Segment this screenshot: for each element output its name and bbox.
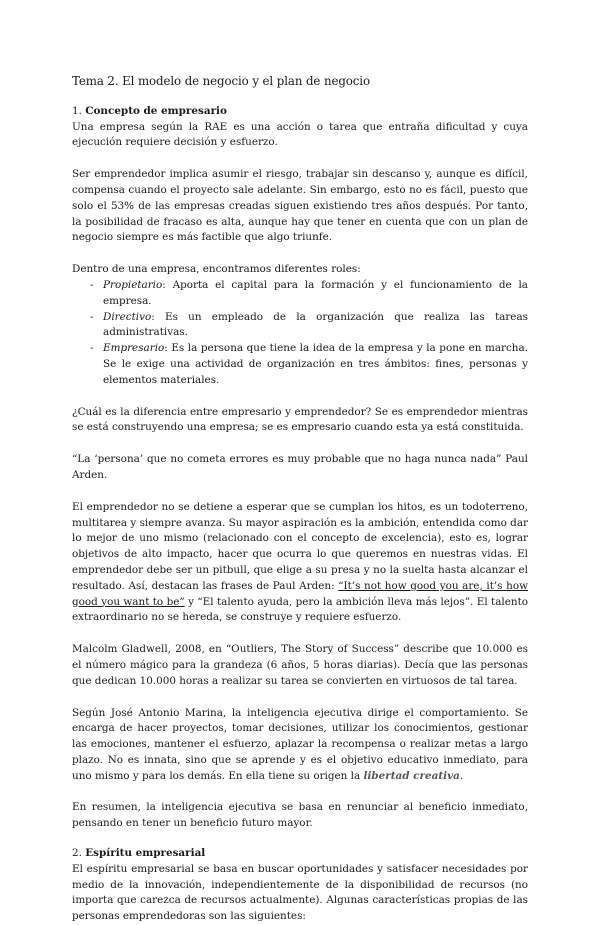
- role-desc: : Es la persona que tiene la idea de la empresa y la pone en marcha. Se le exige una actividad de organización en tres ámbitos: fines, personas y elementos materiales.: [103, 342, 528, 386]
- section-2-title: Espíritu empresarial: [85, 847, 206, 860]
- page-title: Tema 2. El modelo de negocio y el plan de negocio: [72, 74, 370, 88]
- list-item: - Propietario: Aporta el capital para la formación y el funcionamiento de la empresa.: [90, 278, 528, 307]
- roles-list: [72, 278, 528, 389]
- paragraph: En resumen, la inteligencia ejecutiva se basa en renunciar al beneficio inmediato, pensando en tener un beneficio futuro mayor.: [72, 801, 528, 830]
- list-item: - Empresario: Es la persona que tiene la idea de la empresa y la pone en marcha. Se le exige una actividad de organización en tres ámbitos: fines, personas y elementos materiales.: [90, 342, 528, 386]
- section-1-number: 1.: [72, 104, 82, 117]
- section-2-heading: [72, 846, 528, 862]
- roles-intro: Dentro de una empresa, encontramos diferentes roles:: [72, 263, 361, 276]
- underlined-quote: “It’s not how good you are, it’s how good you want to be”: [72, 579, 528, 608]
- role-desc: : Es un empleado de la organización que realiza las tareas administrativas.: [103, 310, 528, 339]
- role-desc: : Aporta el capital para la formación y el funcionamiento de la empresa.: [103, 278, 528, 307]
- paragraph: Ser emprendedor implica asumir el riesgo, trabajar sin descanso y, aunque es difícil, compensa cuando el proyecto sale adelante. Sin embargo, esto no es fácil, puesto que solo el 53% de las empresas creadas siguen existiendo tres años después. Por tanto, la posibilidad de fracaso es alta, aunque hay que tener en cuenta que con un plan de negocio siempre es más factible que algo triunfe.: [72, 168, 528, 244]
- section-1-title: Concepto de empresario: [85, 104, 227, 117]
- paragraph: Según José Antonio Marina, la inteligencia ejecutiva dirige el comportamiento. Se encarga de hacer proyectos, tomar decisiones, utilizar los conocimientos, gestionar las emociones, mantener el esfuerzo, aplazar la recompensa o realizar metas a largo plazo. No es innata, sino que se aprende y es el objetivo educativo inmediato, para uno mismo y para los demás. En ella tiene su origen la libertad creativa.: [72, 706, 528, 782]
- emphasis-text: libertad creativa: [363, 769, 460, 782]
- role-term: Propietario: [103, 278, 163, 291]
- role-term: Directivo: [103, 310, 152, 323]
- section-1-heading: [72, 104, 528, 120]
- paragraph: El espíritu empresarial se basa en buscar oportunidades y satisfacer necesidades por medio de la innovación, independientemente de la disponibilidad de recursos (no importa que carezca de recursos actualmente). Algunas características propias de las personas emprendedoras son las siguientes:: [72, 862, 528, 923]
- paragraph: Malcolm Gladwell, 2008, en “Outliers, The Story of Success” describe que 10.000 es el número mágico para la grandeza (6 años, 5 horas diarias). Decía que las personas que dedican 10.000 horas a realizar su tarea se convierten en virtuosos de tal tarea.: [72, 643, 528, 687]
- list-item: - Directivo: Es un empleado de la organización que realiza las tareas administrativas.: [90, 310, 528, 339]
- paragraph: Una empresa según la RAE es una acción o tarea que entraña dificultad y cuya ejecución requiere decisión y esfuerzo.: [72, 120, 528, 149]
- paragraph: El emprendedor no se detiene a esperar que se cumplan los hitos, es un todoterreno, multitarea y siempre avanza. Su mayor aspiración es la ambición, entendida como dar lo mejor de uno mismo (relacionado con el concepto de excelencia), esto es, lograr objetivos de alto impacto, hacer que ocurra lo que queremos en nuestras vidas. El emprendedor debe ser un pitbull, que elige a su presa y no la suelta hasta alcanzar el resultado. Así, destacan las frases de Paul Arden: “It’s not how good you are, it’s how good you want to be” y “El talento ayuda, pero la ambición lleva más lejos”. El talento extraordinario no se hereda, se construye y requiere esfuerzo.: [72, 500, 529, 624]
- paragraph: ¿Cuál es la diferencia entre empresario y emprendedor? Se es emprendedor mientras se está construyendo una empresa; se es empresario cuando esta ya está constituida.: [72, 405, 528, 434]
- quote: “La ‘persona’ que no cometa errores es muy probable que no haga nunca nada” Paul Arden.: [72, 453, 528, 481]
- section-2-number: 2.: [72, 847, 82, 860]
- role-term: Empresario: [103, 342, 165, 355]
